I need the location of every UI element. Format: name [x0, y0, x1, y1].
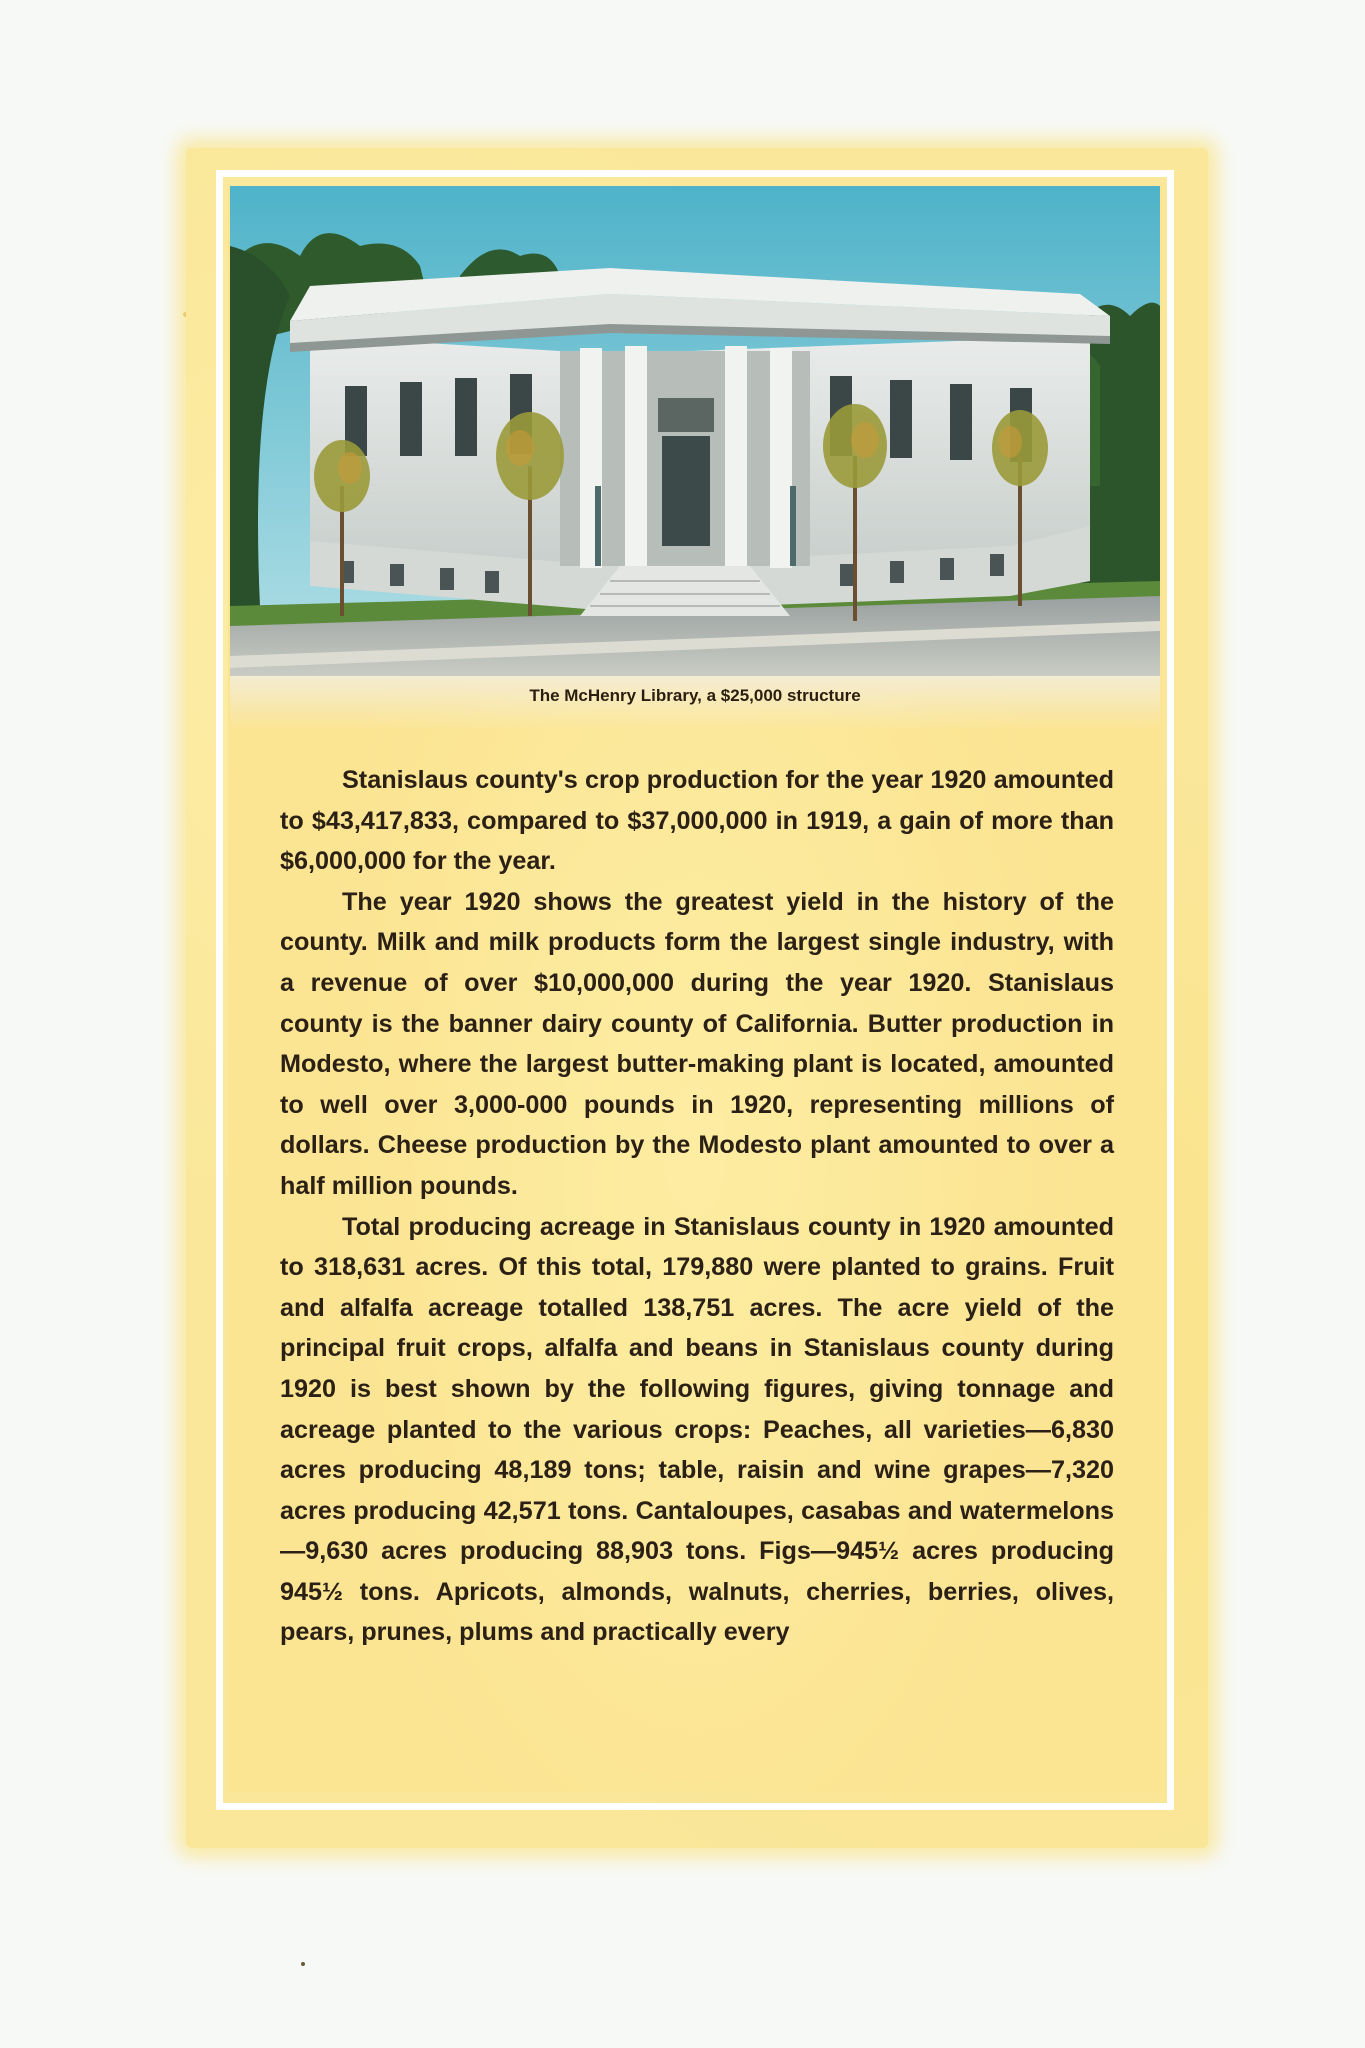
paragraph-dairy-industry: The year 1920 shows the greatest yield in the history of the county. Milk and milk products form the largest single industry, with a revenue of over $10,000,000 during the year 1920. Stanislaus county is the banner dairy county of California. Butter production in Modesto, where the largest butter-making plant is located, amounted to well over 3,000-000 pounds in 1920, representing millions of dollars. Cheese production by the Modesto plant amounted to over a half million pounds. [280, 887, 1114, 1200]
paragraph-acreage: Total producing acreage in Stanislaus county in 1920 amounted to 318,631 acres. Of this total, 179,880 were planted to grains. Fruit and alfalfa acreage totalled 138,751 acres. The acre yield of the principal fruit crops, alfalfa and beans in Stanislaus county during 1920 is best shown by the following figures, giving tonnage and acreage planted to the various crops: Peaches, all varieties—6,830 acres producing 48,189 tons; table, raisin and wine grapes—7,320 acres producing 42,571 tons. Cantaloupes, casabas and watermelons —9,630 acres producing 88,903 tons. Figs—945½ acres producing 945½ tons. Apricots, almonds, walnuts, cherries, berries, olives, pears, prunes, plums and practically every [280, 1212, 1114, 1647]
paper-speck [301, 1962, 305, 1966]
library-photo [230, 186, 1160, 676]
photo-caption: The McHenry Library, a $25,000 structure [230, 676, 1160, 730]
library-illustration [230, 186, 1160, 676]
paragraph-crop-production: Stanislaus county's crop production for the year 1920 amounted to $43,417,833, compared to $37,000,000 in 1919, a gain of more than $6,000,000 for the year. [280, 766, 1114, 876]
article-body [280, 760, 1114, 1653]
